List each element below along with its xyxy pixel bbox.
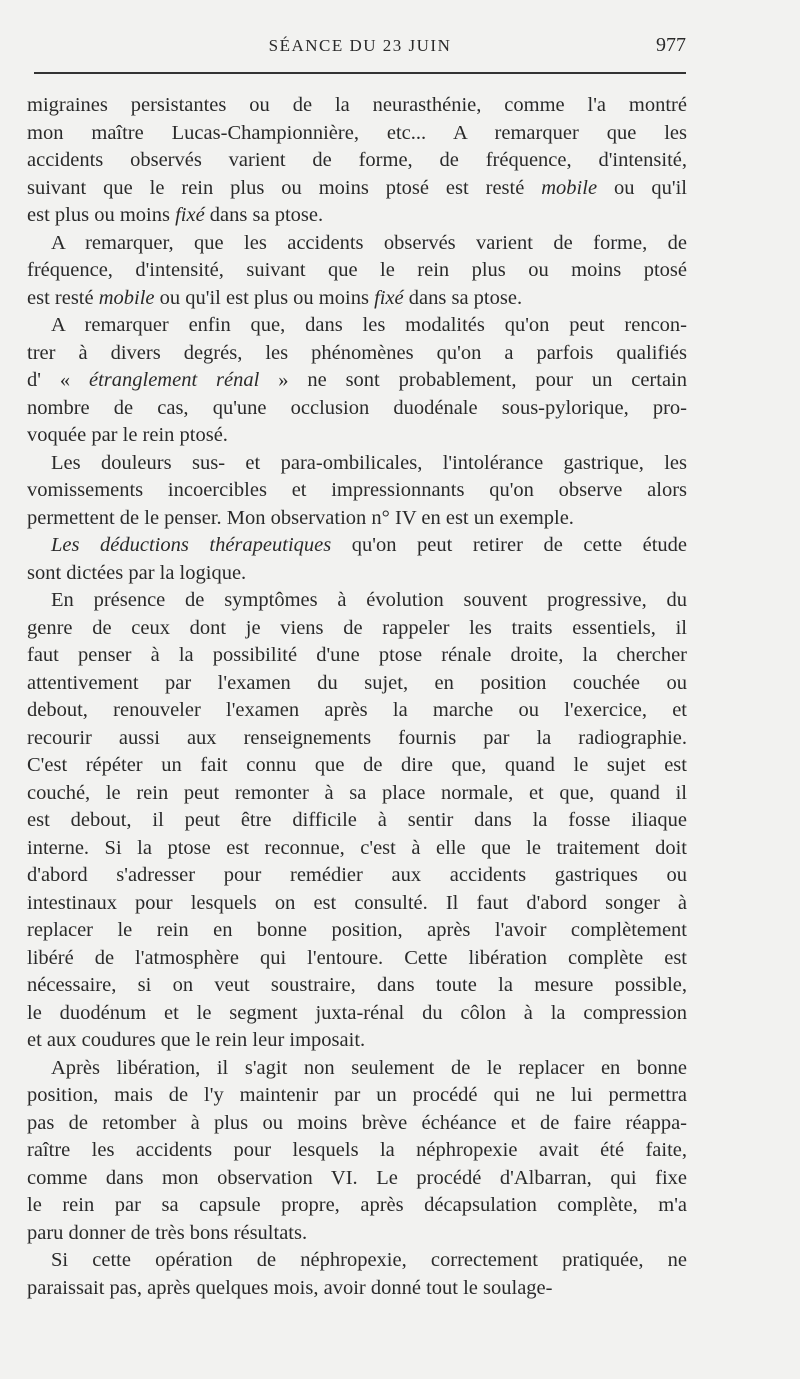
text-line: A remarquer, que les accidents observés varient de forme, de (51, 231, 687, 254)
paragraph (27, 587, 687, 1055)
text-line: sont dictées par la logique. (27, 561, 247, 584)
text-line: fréquence, d'intensité, suivant que le rein plus ou moins ptosé (27, 259, 687, 281)
text-line: vomissements incoercibles et impressionnants qu'on observe alors (27, 479, 687, 501)
text-line: genre de ceux dont je viens de rappeler les traits essentiels, il (27, 616, 687, 639)
paragraph (27, 1055, 687, 1248)
paragraph (27, 450, 687, 533)
text-line: recourir aussi aux renseignements fournis par la radiographie. (27, 726, 687, 749)
page-number: 977 (656, 34, 686, 56)
text-line: Si cette opération de néphropexie, correctement pratiquée, ne (51, 1249, 687, 1271)
text-line: raître les accidents pour lesquels la néphropexie avait été faite, (27, 1139, 687, 1161)
text-line: d'abord s'adresser pour remédier aux accidents gastriques ou (27, 864, 687, 886)
text-line: paru donner de très bons résultats. (27, 1221, 308, 1244)
paragraph (27, 92, 687, 230)
text-line: migraines persistantes ou de la neurasthénie, comme l'a montré (27, 94, 687, 116)
text-line: est resté mobile ou qu'il est plus ou moins fixé dans sa ptose. (27, 286, 523, 309)
body-text (27, 92, 687, 1302)
text-line: intestinaux pour lesquels on est consulté. Il faut d'abord songer à (27, 891, 687, 914)
text-line: pas de retomber à plus ou moins brève échéance et de faire réappa- (27, 1111, 687, 1134)
header-rule (34, 72, 686, 74)
text-line: trer à divers degrés, les phénomènes qu'on a parfois qualifiés (27, 341, 687, 364)
text-line: libéré de l'atmosphère qui l'entoure. Cette libération complète est (27, 946, 687, 969)
text-line: debout, renouveler l'examen après la marche ou l'exercice, et (27, 699, 687, 721)
text-line: suivant que le rein plus ou moins ptosé est resté mobile ou qu'il (27, 176, 687, 199)
text-line: Les douleurs sus- et para-ombilicales, l'intolérance gastrique, les (51, 451, 687, 474)
text-line: attentivement par l'examen du sujet, en position couchée ou (27, 671, 687, 694)
text-line: nécessaire, si on veut soustraire, dans toute la mesure possible, (27, 974, 687, 996)
running-head (34, 34, 686, 60)
text-line: le duodénum et le segment juxta-rénal du côlon à la compression (27, 1001, 687, 1024)
paragraph (27, 230, 687, 313)
text-line: position, mais de l'y maintenir par un procédé qui ne lui permettra (27, 1084, 687, 1106)
text-line: mon maître Lucas-Championnière, etc... A remarquer que les (27, 121, 687, 144)
text-line: interne. Si la ptose est reconnue, c'est à elle que le traitement doit (27, 836, 687, 859)
text-line: nombre de cas, qu'une occlusion duodénale sous-pylorique, pro- (27, 396, 687, 419)
text-line: d' « étranglement rénal » ne sont probablement, pour un certain (27, 369, 687, 391)
text-line: est debout, il peut être difficile à sentir dans la fosse iliaque (27, 809, 687, 831)
text-line: faut penser à la possibilité d'une ptose rénale droite, la chercher (27, 644, 687, 666)
text-line: A remarquer enfin que, dans les modalités qu'on peut rencon- (51, 314, 687, 336)
running-title: SÉANCE DU 23 JUIN (268, 36, 452, 55)
text-line: C'est répéter un fait connu que de dire que, quand le sujet est (27, 754, 687, 776)
text-line: Après libération, il s'agit non seulement de le replacer en bonne (51, 1056, 687, 1079)
text-line: comme dans mon observation VI. Le procédé d'Albarran, qui fixe (27, 1166, 687, 1189)
paragraph (27, 312, 687, 450)
text-line: voquée par le rein ptosé. (27, 424, 228, 446)
text-line: permettent de le penser. Mon observation n° IV en est un exemple. (27, 506, 574, 529)
paragraph (27, 1247, 687, 1302)
text-line: est plus ou moins fixé dans sa ptose. (27, 204, 324, 226)
text-line: et aux coudures que le rein leur imposait. (27, 1029, 366, 1051)
text-line: Les déductions thérapeutiques qu'on peut retirer de cette étude (51, 534, 687, 556)
text-line: couché, le rein peut remonter à sa place normale, et que, quand il (27, 781, 687, 804)
text-line: replacer le rein en bonne position, après l'avoir complètement (27, 919, 687, 941)
text-line: le rein par sa capsule propre, après décapsulation complète, m'a (27, 1194, 687, 1216)
text-line: paraissait pas, après quelques mois, avoir donné tout le soulage- (27, 1276, 553, 1299)
text-line: En présence de symptômes à évolution souvent progressive, du (51, 589, 687, 611)
text-line: accidents observés varient de forme, de fréquence, d'intensité, (27, 149, 687, 171)
paragraph (27, 532, 687, 587)
